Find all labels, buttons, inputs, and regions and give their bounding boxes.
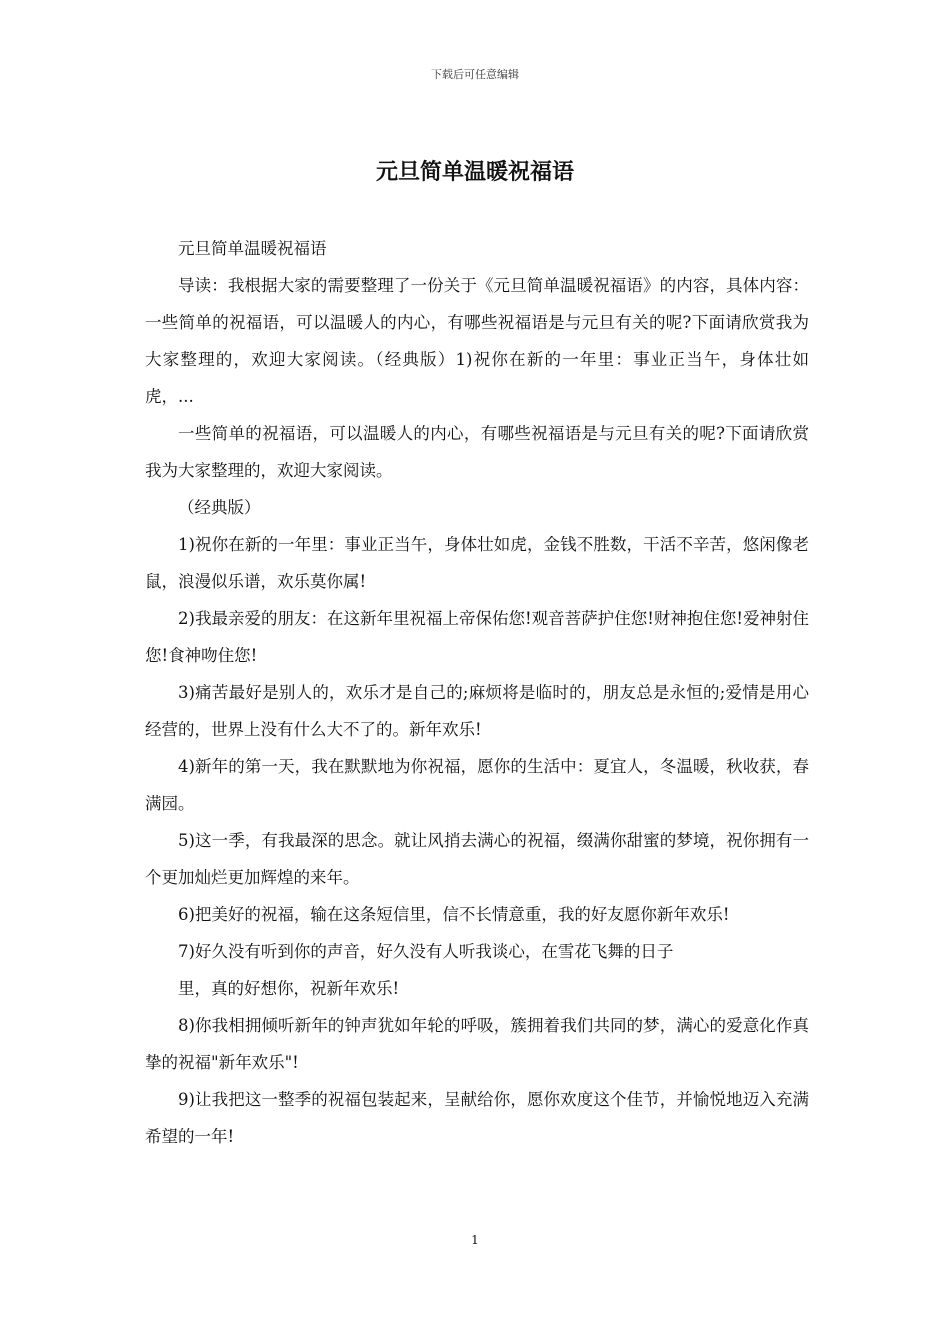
paragraph-item: 3)痛苦最好是别人的，欢乐才是自己的;麻烦将是临时的，朋友总是永恒的;爱情是用心经营的，世界上没有什么大不了的。新年欢乐! xyxy=(145,683,809,739)
paragraph-item-continuation: 里，真的好想你，祝新年欢乐! xyxy=(178,979,400,998)
document-title: 元旦简单温暖祝福语 xyxy=(375,159,574,185)
paragraph-intro: 导读：我根据大家的需要整理了一份关于《元旦简单温暖祝福语》的内容，具体内容：一些简单的祝福语，可以温暖人的内心，有哪些祝福语是与元旦有关的呢?下面请欣赏我为大家整理的，欢迎大家阅读。（经典版）1)祝你在新的一年里：事业正当午，身体壮如虎，... xyxy=(145,276,809,406)
paragraph-item: 4)新年的第一天，我在默默地为你祝福，愿你的生活中：夏宜人，冬温暖，秋收获，春满园。 xyxy=(145,757,809,813)
paragraph-item: 2)我最亲爱的朋友：在这新年里祝福上帝保佑您!观音菩萨护住您!财神抱住您!爱神射住您!食神吻住您! xyxy=(145,609,809,665)
paragraph-item: 9)让我把这一整季的祝福包装起来，呈献给你，愿你欢度这个佳节，并愉悦地迈入充满希望的一年! xyxy=(145,1090,809,1146)
paragraph-subtitle: 元旦简单温暖祝福语 xyxy=(178,239,327,258)
paragraph-item: 1)祝你在新的一年里：事业正当午，身体壮如虎，金钱不胜数，干活不辛苦，悠闲像老鼠，浪漫似乐谱，欢乐莫你属! xyxy=(145,535,809,591)
document-body xyxy=(145,230,809,1155)
paragraph-item: 5)这一季，有我最深的思念。就让风捎去满心的祝福，缀满你甜蜜的梦境，祝你拥有一个更加灿烂更加辉煌的来年。 xyxy=(145,831,809,887)
paragraph-item: 7)好久没有听到你的声音，好久没有人听我谈心，在雪花飞舞的日子 xyxy=(178,942,674,961)
paragraph-item: 8)你我相拥倾听新年的钟声犹如年轮的呼吸，簇拥着我们共同的梦，满心的爱意化作真挚的祝福"新年欢乐"! xyxy=(145,1016,809,1072)
header-note: 下载后可任意编辑 xyxy=(431,68,519,81)
page-number: 1 xyxy=(471,1233,479,1247)
paragraph-item: 6)把美好的祝福，输在这条短信里，信不长情意重，我的好友愿你新年欢乐! xyxy=(178,905,730,924)
paragraph: 一些简单的祝福语，可以温暖人的内心，有哪些祝福语是与元旦有关的呢?下面请欣赏我为大家整理的，欢迎大家阅读。 xyxy=(145,424,809,480)
paragraph-section-label: （经典版） xyxy=(178,498,261,517)
